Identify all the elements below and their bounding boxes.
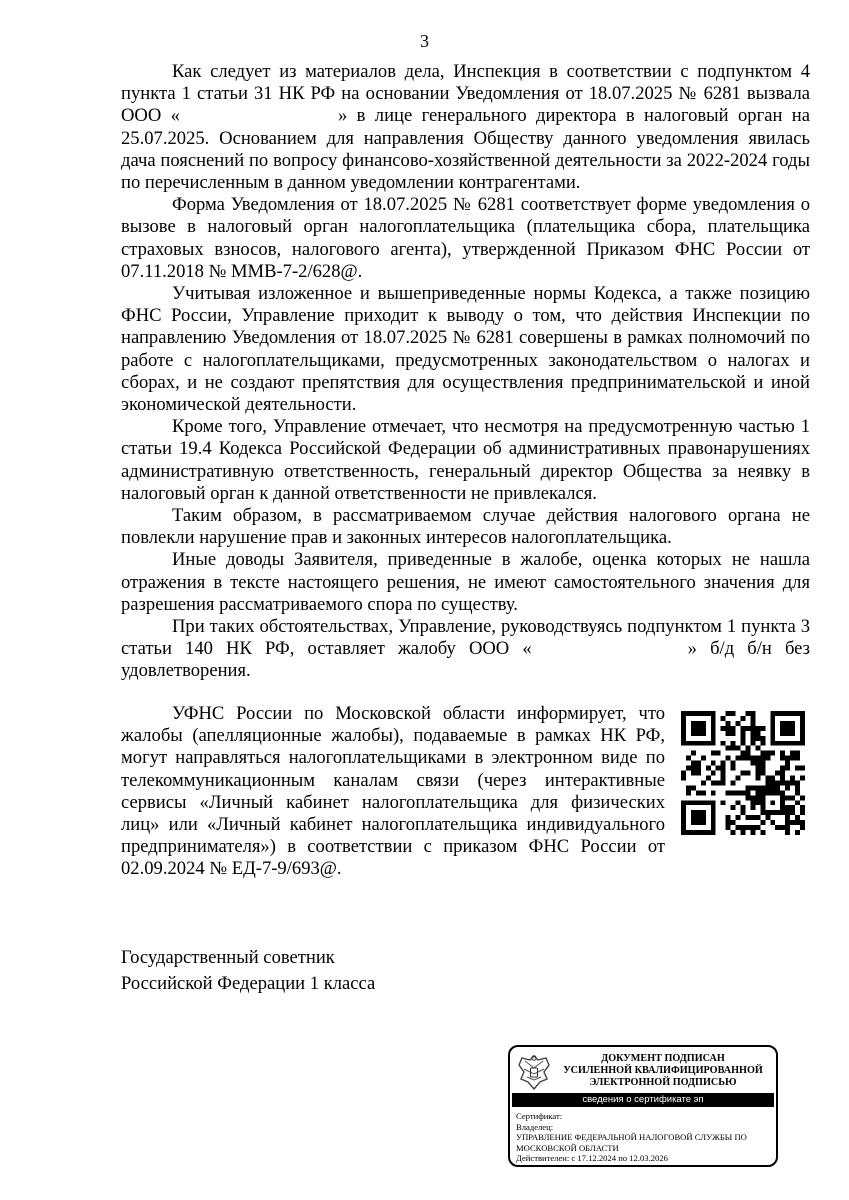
paragraph-no-violation: Таким образом, в рассматриваемом случае действия налогового органа не повлекли нарушение прав и законных интересов налогоплательщика. <box>121 505 810 549</box>
electronic-signature-stamp <box>508 1045 778 1167</box>
stamp-title: ДОКУМЕНТ ПОДПИСАН УСИЛЕННОЙ КВАЛИФИЦИРОВАННОЙ ЭЛЕКТРОННОЙ ПОДПИСЬЮ <box>563 1053 763 1088</box>
paragraph-summons: Как следует из материалов дела, Инспекция в соответствии с подпунктом 4 пункта 1 статьи 31 НК РФ на основании Уведомления от 18.07.2025 № 6281 вызвала ООО « » в лице генерального директора в налоговый орган на 25.07.2025. Основанием для направления Обществу данного уведомления явилась дача пояснений по вопросу финансово-хозяйственной деятельности за 2022-2024 годы по перечисленным в данном уведомлении контрагентами. <box>121 61 810 194</box>
certificate-label: Сертификат: <box>516 1111 563 1121</box>
paragraph-liability: Кроме того, Управление отмечает, что несмотря на предусмотренную частью 1 статьи 19.4 Кодекса Российской Федерации об административных правонарушениях административную ответственность, генеральный директор Общества за неявку в налоговый орган к данной ответственности не привлекался. <box>121 416 810 504</box>
qr-code-icon <box>681 711 805 835</box>
paragraph-other-arguments: Иные доводы Заявителя, приведенные в жалобе, оценка которых не нашла отражения в тексте настоящего решения, не имеют самостоятельного значения для разрешения рассматриваемого спора по существу. <box>121 549 810 615</box>
certificate-details <box>510 1107 776 1164</box>
certificate-info-bar: сведения о сертификате эп <box>512 1093 774 1107</box>
info-notice <box>121 703 665 881</box>
owner-label: Владелец: <box>516 1121 554 1132</box>
owner-name-line-1: УПРАВЛЕНИЕ ФЕДЕРАЛЬНОЙ НАЛОГОВОЙ СЛУЖБЫ ПО <box>516 1132 747 1143</box>
paragraph-conclusion: Учитывая изложенное и вышеприведенные нормы Кодекса, а также позицию ФНС России, Управление приходит к выводу о том, что действия Инспекции по направлению Уведомления от 18.07.2025 № 6281 совершены в рамках полномочий по работе с налогоплательщиками, предусмотренных законодательством о налогах и сборах, и не создают препятствия для осуществления предпринимательской и иной экономической деятельности. <box>121 283 810 416</box>
info-text: УФНС России по Московской области информирует, что жалобы (апелляционные жалобы), подаваемые в рамках НК РФ, могут направляться налогоплательщиками в электронном виде по телекоммуникационным каналам связи (через интерактивные сервисы «Личный кабинет налогоплательщика для физических лиц» или «Личный кабинет налогоплательщика индивидуального предпринимателя») в соответствии с приказом ФНС России от 02.09.2024 № ЕД-7-9/693@. <box>121 703 665 880</box>
owner-name-line-2: МОСКОВСКОЙ ОБЛАСТИ <box>516 1142 619 1153</box>
signatory-title-line-1: Государственный советник <box>121 947 335 968</box>
paragraph-notice-form: Форма Уведомления от 18.07.2025 № 6281 соответствует форме уведомления о вызове в налоговый орган налогоплательщика (плательщика сбора, плательщика страховых взносов, налогового агента), утвержденной Приказом ФНС России от 07.11.2018 № ММВ-7-2/628@. <box>121 194 810 282</box>
page-number: 3 <box>420 31 429 51</box>
coat-of-arms-icon <box>516 1052 552 1092</box>
signatory-title-line-2: Российской Федерации 1 класса <box>121 973 376 994</box>
paragraph-decision: При таких обстоятельствах, Управление, руководствуясь подпунктом 1 пункта 3 статьи 140 НК РФ, оставляет жалобу ООО « » б/д б/н без удовлетворения. <box>121 616 810 682</box>
validity-period: Действителен: с 17.12.2024 по 12.03.2026 <box>516 1153 668 1164</box>
signatory-block <box>121 945 375 997</box>
decision-body <box>121 61 810 683</box>
